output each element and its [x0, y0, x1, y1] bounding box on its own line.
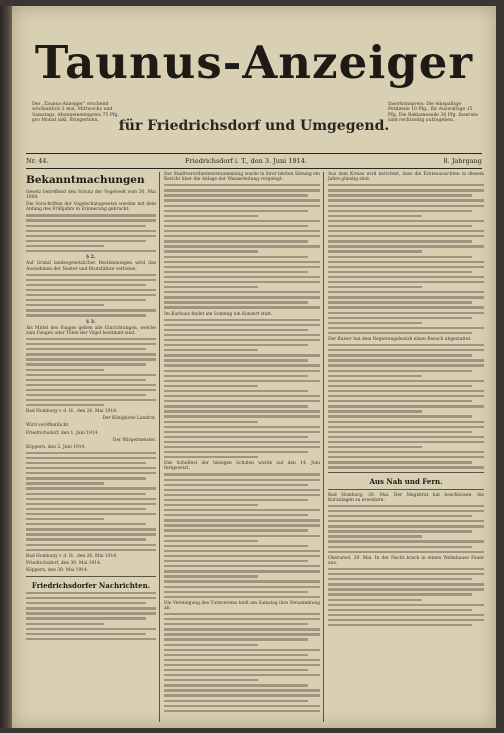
issue-number: Nr. 44.	[26, 157, 49, 165]
section-heading-bekanntmachungen: Bekanntmachungen	[26, 174, 145, 186]
article-paragraph: Aus dem Kreise wird berichtet, dass die Ernteaussichten in diesem Jahre günstig sind.	[328, 172, 484, 183]
article-paragraph: Die Vereinigung des Turnvereins hielt am Samstag ihre Versammlung ab.	[164, 600, 320, 611]
text-block	[26, 592, 156, 640]
masthead-left-box: Der „Taunus-Anzeiger“ erscheint wöchentlich 2 mal, Mittwochs und Samstags. Abonnementspreis 75 Pfg. pro Monat inkl. Bringerlohn.	[32, 102, 119, 124]
volume-number: 8. Jahrgang	[443, 157, 482, 165]
text-block	[164, 473, 320, 598]
text-block	[328, 505, 484, 553]
column-2	[164, 172, 320, 715]
text-block	[164, 613, 320, 712]
issue-date: Friedrichsdorf i. T., den 3. Juni 1914.	[185, 157, 307, 165]
newspaper-title: Taunus-Anzeiger	[34, 36, 474, 89]
notice-signature: Bad Homburg v. d. H., den 26. Mai 1914.	[26, 409, 118, 415]
section-heading-aus-nah-und-fern: Aus Nah und Fern.	[369, 476, 443, 486]
notice-signature: Bad Homburg v. d. H., den 26. Mai 1914.	[26, 553, 118, 559]
section-heading-local-news: Friedrichsdorfer Nachrichten.	[31, 580, 151, 590]
masthead-right-box: Insertionspreis: Die einspaltige Petitzeile 10 Pfg., für Auswärtige 15 Pfg. Die Reklamezeile 30 Pfg. Inserate sind rechtzeitig aufzugeben.	[388, 102, 478, 124]
article-paragraph: Das Schulfest der hiesigen Schulen wurde auf den 14. Juni festgesetzt.	[164, 461, 320, 472]
column-1	[26, 172, 156, 643]
text-block	[164, 184, 320, 309]
notice-intro: Gesetz betreffend den Schutz der Vogelwelt vom 30. Mai 1908.	[26, 190, 156, 201]
notice-signature: Der Königliche Landrat.	[102, 416, 156, 422]
article-paragraph: Der Kaiser hat dem Regierungsbezirk einen Besuch abgestattet.	[328, 337, 472, 342]
text-block	[26, 214, 156, 252]
section-mark: § 2.	[86, 254, 96, 261]
notice-line: Köppern, den 30. Mai 1914.	[26, 567, 89, 573]
dateline	[26, 153, 482, 169]
notice-line: Friedrichsdorf, den 1. Juni 1914.	[26, 430, 99, 436]
article-paragraph: Bad Homburg, 30. Mai. Der Magistrat hat beschlossen, die Kuranlagen zu erweitern.	[328, 492, 484, 503]
column-rule-1	[159, 172, 160, 722]
text-block	[164, 319, 320, 459]
article-paragraph: Im Kurhaus findet am Sonntag ein Konzert statt.	[164, 311, 273, 317]
column-rule-2	[323, 172, 324, 722]
divider	[26, 576, 156, 577]
divider	[328, 472, 484, 473]
text-block	[328, 344, 484, 469]
column-3	[328, 172, 484, 629]
newspaper-subtitle: für Friedrichsdorf und Umgegend.	[118, 118, 390, 134]
text-block	[26, 452, 156, 551]
article-paragraph: Oberursel, 29. Mai. In der Nacht brach in einem Wohnhause Feuer aus.	[328, 555, 484, 566]
text-block	[26, 338, 156, 407]
notice-line: Der Bürgermeister.	[112, 437, 156, 443]
divider	[328, 489, 484, 490]
section-mark: § 3.	[86, 318, 96, 325]
notice-paragraph: Auf Grund landesgesetzlicher Bestimmungen wird das Ausnehmen der Nester und Brutstätten verboten.	[26, 261, 156, 272]
article-paragraph: Der Stadtverordnetenversammlung wurde in ihrer letzten Sitzung ein Bericht über die Anlage der Wasserleitung vorgelegt.	[164, 172, 320, 183]
book-binding	[0, 6, 12, 728]
notice-paragraph: Die Vorschriften der Vogelschutzgesetze werden mit dem Anfang des Frühjahrs in Erinnerung gebracht.	[26, 202, 156, 213]
text-block	[328, 184, 484, 334]
text-block	[26, 274, 156, 317]
text-block	[328, 568, 484, 626]
newspaper-page	[12, 6, 496, 728]
notice-line: Wird veröffentlicht.	[26, 423, 70, 429]
masthead	[12, 6, 496, 146]
notice-line: Friedrichsdorf, den 30. Mai 1914.	[26, 560, 102, 566]
notice-paragraph: Als Mittel des Fanges gelten alle Einrichtungen, welche zum Fangen oder Töten der Vögel bestimmt sind.	[26, 325, 156, 336]
notice-line: Köppern, den 2. Juni 1914.	[26, 444, 86, 450]
